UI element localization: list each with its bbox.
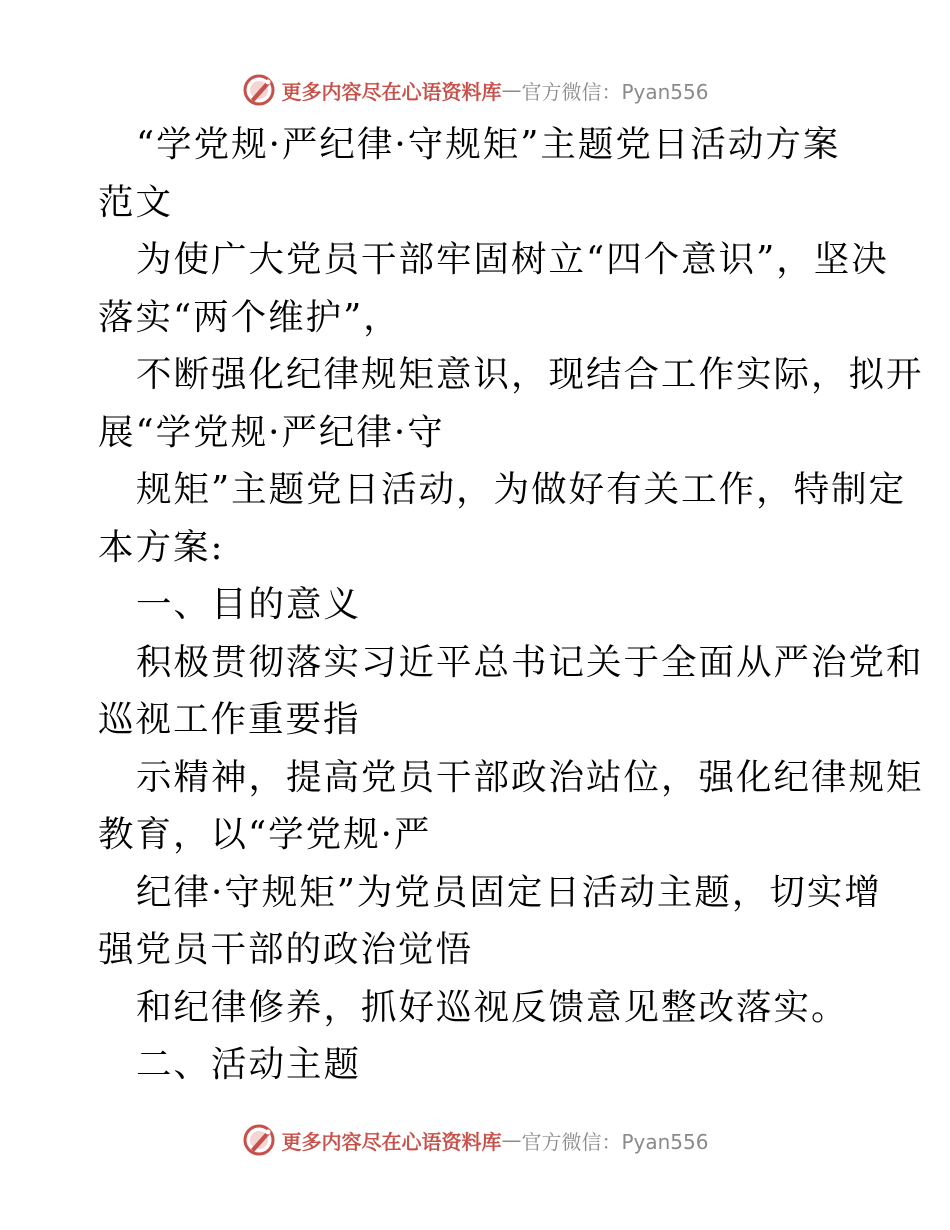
doc-line: 展“学党规·严纪律·守 — [98, 411, 445, 453]
doc-line: 落实“两个维护”， — [98, 296, 401, 338]
doc-line: 规矩”主题党日活动，为做好有关工作，特制定 — [136, 469, 907, 510]
document-body — [98, 116, 924, 1094]
footer-watermark — [0, 1120, 950, 1160]
doc-line: 不断强化纪律规矩意识，现结合工作实际，拟开 — [136, 354, 924, 395]
watermark-brand-text: 更多内容尽在心语资料库 — [281, 79, 502, 104]
doc-line: 为使广大党员干部牢固树立“四个意识”，坚决 — [136, 239, 889, 280]
watermark-brand-text: 更多内容尽在心语资料库 — [281, 1129, 502, 1154]
pen-nib-logo-icon — [241, 1122, 277, 1158]
doc-line: 积极贯彻落实习近平总书记关于全面从严治党和 — [136, 641, 924, 683]
watermark-contact-text: 官方微信：Pyan556 — [521, 1129, 709, 1154]
doc-title-line-2: 范文 — [98, 181, 174, 223]
pen-nib-logo-icon — [241, 72, 277, 108]
doc-line: 纪律·守规矩”为党员固定日活动主题，切实增 — [136, 871, 882, 913]
header-watermark — [0, 70, 950, 110]
section-heading-theme: 二、活动主题 — [136, 1044, 362, 1085]
doc-line: 巡视工作重要指 — [98, 699, 361, 740]
watermark-separator: — — [501, 1128, 522, 1152]
doc-line: 本方案: — [98, 526, 225, 568]
doc-title-line-1: “学党规·严纪律·守规矩”主题党日活动方案 — [136, 124, 841, 165]
watermark-contact-text: 官方微信：Pyan556 — [521, 79, 709, 104]
doc-line: 强党员干部的政治觉悟 — [98, 929, 474, 970]
doc-line: 教育，以“学党规·严 — [98, 814, 432, 855]
doc-line: 示精神，提高党员干部政治站位，强化纪律规矩 — [136, 756, 924, 798]
watermark-separator: — — [501, 78, 522, 102]
doc-line: 和纪律修养，抓好巡视反馈意见整改落实。 — [136, 986, 849, 1028]
section-heading-purpose: 一、目的意义 — [136, 584, 362, 625]
